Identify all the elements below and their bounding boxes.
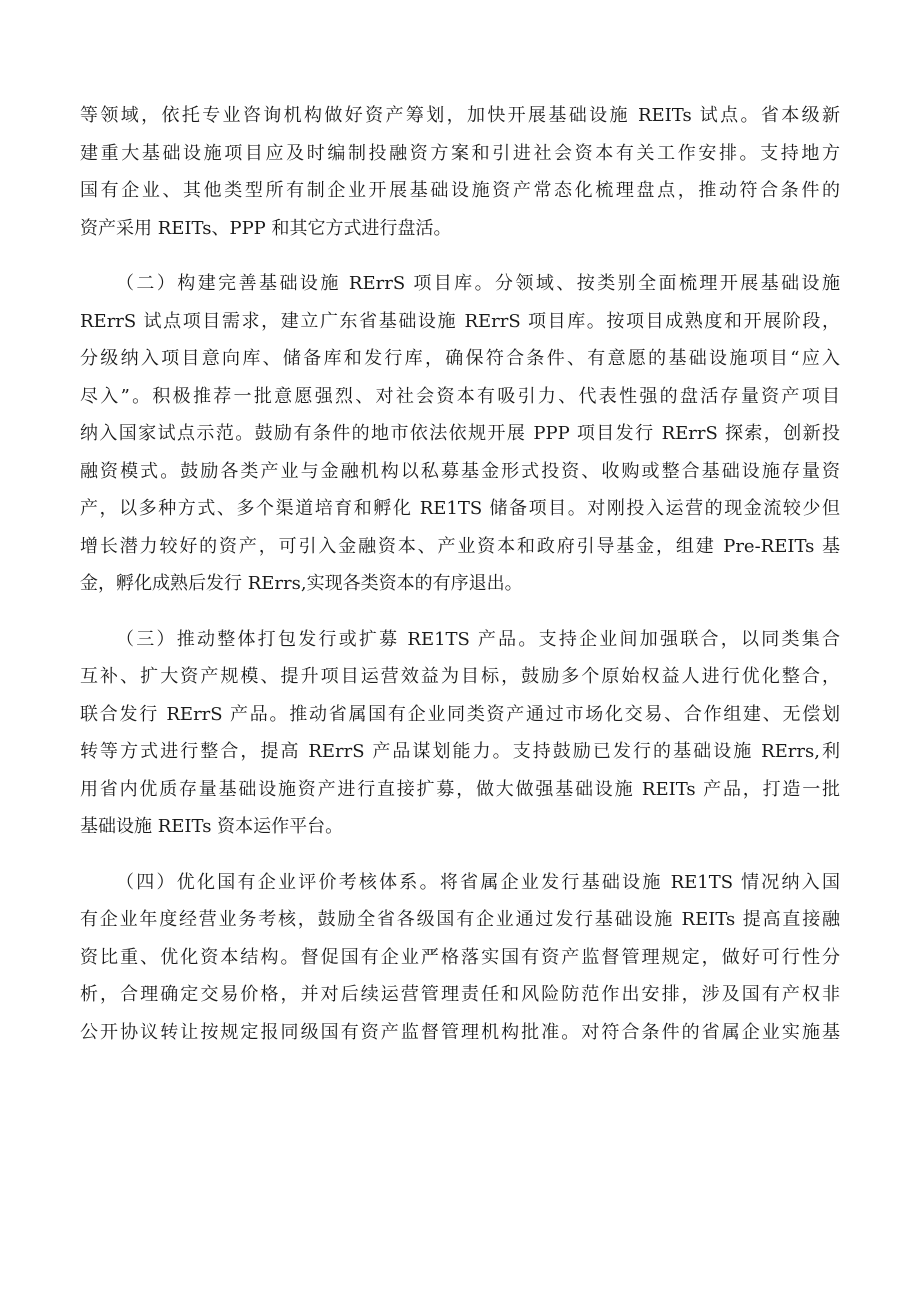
- paragraph-asset-planning: [80, 97, 840, 247]
- text-line: 有企业年度经营业务考核，鼓励全省各级国有企业通过发行基础设施 REITs 提高直接融: [80, 909, 840, 930]
- text-line: 分级纳入项目意向库、储备库和发行库，确保符合条件、有意愿的基础设施项目“应入: [80, 348, 840, 369]
- text-line: 联合发行 RErrS 产品。推动省属国有企业同类资产通过市场化交易、合作组建、无偿划: [80, 703, 840, 725]
- text-line: 公开协议转让按规定报同级国有资产监督管理机构批准。对符合条件的省属企业实施基: [80, 1021, 840, 1043]
- document-body: [80, 97, 840, 1051]
- text-line: 互补、扩大资产规模、提升项目运营效益为目标，鼓励多个原始权益人进行优化整合，: [80, 666, 840, 687]
- text-line: 尽入”。积极推荐一批意愿强烈、对社会资本有吸引力、代表性强的盘活存量资产项目: [80, 385, 840, 407]
- paragraph-evaluation-system: [80, 864, 840, 1052]
- text-line: 融资模式。鼓励各类产业与金融机构以私募基金形式投资、收购或整合基础设施存量资: [80, 460, 840, 482]
- paragraph-project-library: [80, 265, 840, 603]
- paragraph-bundled-issuance: [80, 621, 840, 846]
- text-line: 等领域，依托专业咨询机构做好资产筹划，加快开展基础设施 REITs 试点。省本级新: [80, 105, 840, 126]
- text-line: RErrS 试点项目需求，建立广东省基础设施 RErrS 项目库。按项目成熟度和开展阶段，: [80, 310, 840, 332]
- text-line: （三）推动整体打包发行或扩募 RE1TS 产品。支持企业间加强联合，以同类集合: [116, 628, 840, 650]
- text-line: （二）构建完善基础设施 RErrS 项目库。分领域、按类别全面梳理开展基础设施: [116, 273, 840, 294]
- text-line: 国有企业、其他类型所有制企业开展基础设施资产常态化梳理盘点，推动符合条件的: [80, 180, 840, 201]
- text-line: （四）优化国有企业评价考核体系。将省属企业发行基础设施 RE1TS 情况纳入国: [116, 871, 840, 893]
- text-line: 转等方式进行整合，提高 RErrS 产品谋划能力。支持鼓励已发行的基础设施 RErrs,利: [80, 741, 840, 762]
- text-line: 基础设施 REITs 资本运作平台。: [80, 816, 344, 837]
- text-line: 金，孵化成熟后发行 RErrs,实现各类资本的有序退出。: [80, 573, 523, 594]
- text-line: 建重大基础设施项目应及时编制投融资方案和引进社会资本有关工作安排。支持地方: [80, 142, 840, 164]
- text-line: 纳入国家试点示范。鼓励有条件的地市依法依规开展 PPP 项目发行 RErrS 探索，创新投: [80, 423, 840, 444]
- text-line: 用省内优质存量基础设施资产进行直接扩募，做大做强基础设施 REITs 产品，打造一批: [80, 778, 840, 800]
- text-line: 资比重、优化资本结构。督促国有企业严格落实国有资产监督管理规定，做好可行性分: [80, 946, 840, 968]
- text-line: 资产采用 REITs、PPP 和其它方式进行盘活。: [80, 217, 452, 239]
- text-line: 增长潜力较好的资产，可引入金融资本、产业资本和政府引导基金，组建 Pre-REITs 基: [80, 535, 840, 557]
- text-line: 析，合理确定交易价格，并对后续运营管理责任和风险防范作出安排，涉及国有产权非: [80, 984, 840, 1005]
- text-line: 产，以多种方式、多个渠道培育和孵化 RE1TS 储备项目。对刚投入运营的现金流较少但: [80, 498, 840, 519]
